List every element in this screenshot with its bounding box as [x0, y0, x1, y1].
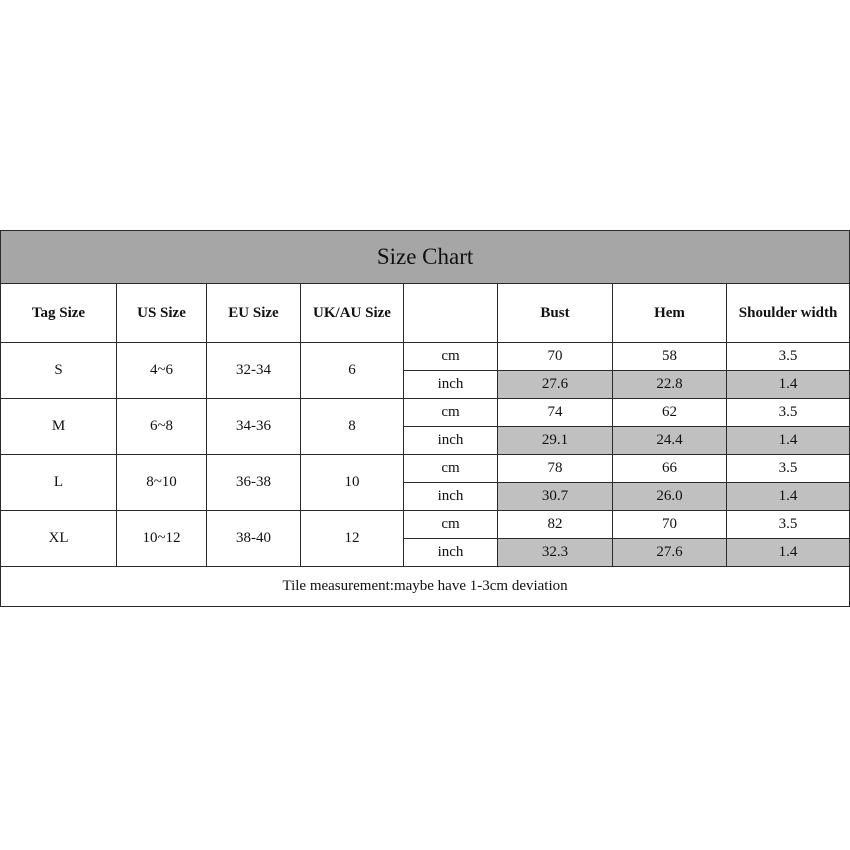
hem-cell: 22.8 [613, 371, 727, 399]
ukau-size-cell: 8 [301, 399, 404, 455]
size-row-cm [1, 399, 850, 427]
hem-cell: 70 [613, 511, 727, 539]
bust-cell: 82 [498, 511, 613, 539]
eu-size-cell: 36-38 [207, 455, 301, 511]
size-row-cm [1, 455, 850, 483]
ukau-size-cell: 10 [301, 455, 404, 511]
unit-cell: inch [404, 539, 498, 567]
hem-cell: 27.6 [613, 539, 727, 567]
unit-cell: inch [404, 371, 498, 399]
chart-title: Size Chart [1, 231, 850, 284]
shoulder-cell: 3.5 [727, 343, 850, 371]
shoulder-cell: 3.5 [727, 399, 850, 427]
shoulder-cell: 1.4 [727, 539, 850, 567]
bust-cell: 70 [498, 343, 613, 371]
eu-size-cell: 34-36 [207, 399, 301, 455]
eu-size-cell: 38-40 [207, 511, 301, 567]
us-size-cell: 10~12 [117, 511, 207, 567]
unit-cell: cm [404, 343, 498, 371]
footnote-row [1, 567, 850, 607]
bust-cell: 30.7 [498, 483, 613, 511]
us-size-cell: 8~10 [117, 455, 207, 511]
header-shoulder-width: Shoulder width [727, 284, 850, 343]
shoulder-cell: 3.5 [727, 455, 850, 483]
us-size-cell: 6~8 [117, 399, 207, 455]
bust-cell: 78 [498, 455, 613, 483]
shoulder-cell: 1.4 [727, 371, 850, 399]
shoulder-cell: 1.4 [727, 427, 850, 455]
tag-size-cell: M [1, 399, 117, 455]
header-hem: Hem [613, 284, 727, 343]
header-ukau-size: UK/AU Size [301, 284, 404, 343]
hem-cell: 26.0 [613, 483, 727, 511]
size-chart-table [0, 230, 850, 607]
tag-size-cell: XL [1, 511, 117, 567]
size-row-cm [1, 343, 850, 371]
unit-cell: cm [404, 399, 498, 427]
hem-cell: 58 [613, 343, 727, 371]
hem-cell: 24.4 [613, 427, 727, 455]
us-size-cell: 4~6 [117, 343, 207, 399]
tag-size-cell: L [1, 455, 117, 511]
ukau-size-cell: 6 [301, 343, 404, 399]
header-unit [404, 284, 498, 343]
size-chart [0, 230, 849, 607]
bust-cell: 27.6 [498, 371, 613, 399]
shoulder-cell: 3.5 [727, 511, 850, 539]
bust-cell: 29.1 [498, 427, 613, 455]
tag-size-cell: S [1, 343, 117, 399]
unit-cell: cm [404, 455, 498, 483]
ukau-size-cell: 12 [301, 511, 404, 567]
header-tag-size: Tag Size [1, 284, 117, 343]
header-us-size: US Size [117, 284, 207, 343]
header-eu-size: EU Size [207, 284, 301, 343]
header-bust: Bust [498, 284, 613, 343]
bust-cell: 74 [498, 399, 613, 427]
shoulder-cell: 1.4 [727, 483, 850, 511]
eu-size-cell: 32-34 [207, 343, 301, 399]
unit-cell: cm [404, 511, 498, 539]
bust-cell: 32.3 [498, 539, 613, 567]
header-row [1, 284, 850, 343]
hem-cell: 66 [613, 455, 727, 483]
hem-cell: 62 [613, 399, 727, 427]
size-row-cm [1, 511, 850, 539]
footnote: Tile measurement:maybe have 1-3cm deviation [1, 567, 850, 607]
unit-cell: inch [404, 483, 498, 511]
unit-cell: inch [404, 427, 498, 455]
